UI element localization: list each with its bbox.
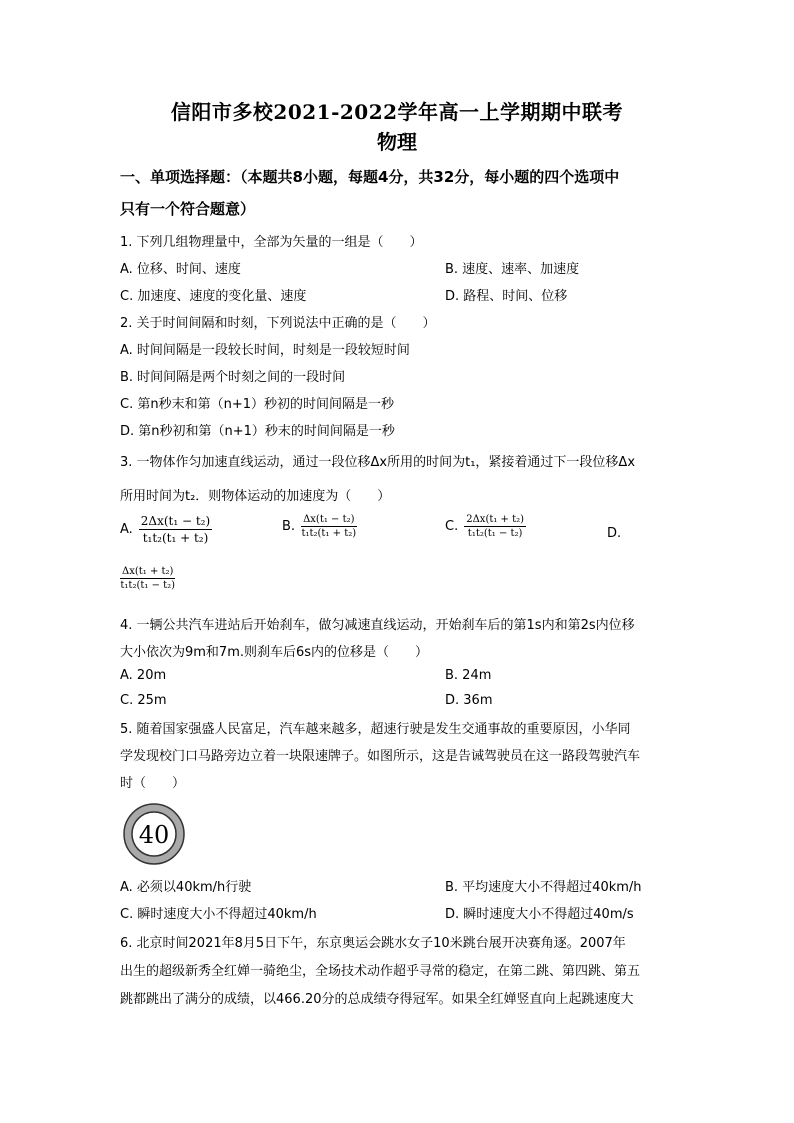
q3-option-c-label: C. xyxy=(445,519,459,534)
q2-stem: 2. 关于时间间隔和时刻，下列说法中正确的是（ ） xyxy=(120,316,436,331)
q3-option-a-denominator: t₁t₂(t₁ + t₂) xyxy=(142,531,209,545)
speed-limit-value: 40 xyxy=(138,821,170,849)
q2-option-b: B. 时间间隔是两个时刻之间的一段时间 xyxy=(120,370,346,385)
q3-option-b-fraction xyxy=(301,514,356,539)
q3-option-c-numerator: 2Δx(t₁ + t₂) xyxy=(466,514,525,525)
q5-option-d: D. 瞬时速度大小不得超过40m/s xyxy=(445,907,634,922)
q3-option-b-numerator: Δx(t₁ − t₂) xyxy=(303,514,355,525)
q4-option-a: A. 20m xyxy=(120,668,167,683)
q3-option-a-fraction xyxy=(139,514,212,545)
q4-option-c: C. 25m xyxy=(120,693,167,708)
section-heading-line1: 一、单项选择题：（本题共8小题，每题4分，共32分，每小题的四个选项中 xyxy=(120,168,620,186)
q3-option-d-label-wrap xyxy=(607,526,627,541)
q3-option-d-fraction xyxy=(120,566,175,591)
q3-option-b-denominator: t₁t₂(t₁ + t₂) xyxy=(301,528,357,539)
speed-limit-sign xyxy=(122,802,186,866)
q6-stem-line2: 出生的超级新秀全红婵一骑绝尘，全场技术动作超乎寻常的稳定，在第二跳、第四跳、第五 xyxy=(120,964,641,979)
q1-option-d: D. 路程、时间、位移 xyxy=(445,289,568,304)
q5-stem-line3: 时（ ） xyxy=(120,776,186,791)
q6-stem-line1: 6. 北京时间2021年8月5日下午，东京奥运会跳水女子10米跳台展开决赛角逐。2007年 xyxy=(120,936,626,951)
q4-stem-line1: 4. 一辆公共汽车进站后开始刹车，做匀减速直线运动，开始刹车后的第1s内和第2s内位移 xyxy=(120,618,635,633)
q5-option-c: C. 瞬时速度大小不得超过40km/h xyxy=(120,907,317,922)
q1-stem: 1. 下列几组物理量中，全部为矢量的一组是（ ） xyxy=(120,235,423,250)
q6-stem-line3: 跳都跳出了满分的成绩，以466.20分的总成绩夺得冠军。如果全红婵竖直向上起跳速度大 xyxy=(120,992,634,1007)
q2-option-c: C. 第n秒末和第（n+1）秒初的时间间隔是一秒 xyxy=(120,397,394,412)
q1-option-a: A. 位移、时间、速度 xyxy=(120,262,241,277)
q3-option-a xyxy=(120,514,212,545)
q3-option-c-fraction xyxy=(464,514,526,539)
q5-option-b: B. 平均速度大小不得超过40km/h xyxy=(445,880,642,895)
q4-stem-line2: 大小依次为9m和7m.则刹车后6s内的位移是（ ） xyxy=(120,645,429,660)
speed-limit-sign-icon xyxy=(122,802,186,866)
q3-option-d-label: D. xyxy=(607,526,622,541)
q3-option-b-label: B. xyxy=(282,519,296,534)
q3-option-d-denominator: t₁t₂(t₁ − t₂) xyxy=(120,580,176,591)
q3-option-a-numerator: 2Δx(t₁ − t₂) xyxy=(140,514,211,528)
q3-option-a-label: A. xyxy=(120,522,133,537)
q5-stem-line2: 学发现校门口马路旁边立着一块限速牌子。如图所示，这是告诫驾驶员在这一路段驾驶汽车 xyxy=(120,749,641,764)
q3-option-d-numerator: Δx(t₁ + t₂) xyxy=(122,566,174,577)
q3-stem-line2: 所用时间为t₂．则物体运动的加速度为（ ） xyxy=(120,489,391,504)
q3-option-c xyxy=(445,514,526,539)
exam-subject: 物理 xyxy=(377,130,417,154)
q4-option-b: B. 24m xyxy=(445,668,492,683)
q5-stem-line1: 5. 随着国家强盛人民富足，汽车越来越多，超速行驶是发生交通事故的重要原因，小华同 xyxy=(120,722,631,737)
q3-stem-line1: 3. 一物体作匀加速直线运动，通过一段位移Δx所用的时间为t₁，紧接着通过下一段位移Δx xyxy=(120,455,636,470)
q5-option-a: A. 必须以40km/h行驶 xyxy=(120,880,252,895)
q2-option-d: D. 第n秒初和第（n+1）秒末的时间间隔是一秒 xyxy=(120,424,395,439)
q3-option-d xyxy=(120,566,175,591)
q1-option-c: C. 加速度、速度的变化量、速度 xyxy=(120,289,307,304)
q2-option-a: A. 时间间隔是一段较长时间，时刻是一段较短时间 xyxy=(120,343,410,358)
q3-option-c-denominator: t₁t₂(t₁ − t₂) xyxy=(467,528,523,539)
q1-option-b: B. 速度、速率、加速度 xyxy=(445,262,580,277)
section-heading-line2: 只有一个符合题意） xyxy=(120,200,256,218)
q3-option-b xyxy=(282,514,357,539)
q4-option-d: D. 36m xyxy=(445,693,493,708)
exam-title: 信阳市多校2021-2022学年高一上学期期中联考 xyxy=(170,100,624,124)
